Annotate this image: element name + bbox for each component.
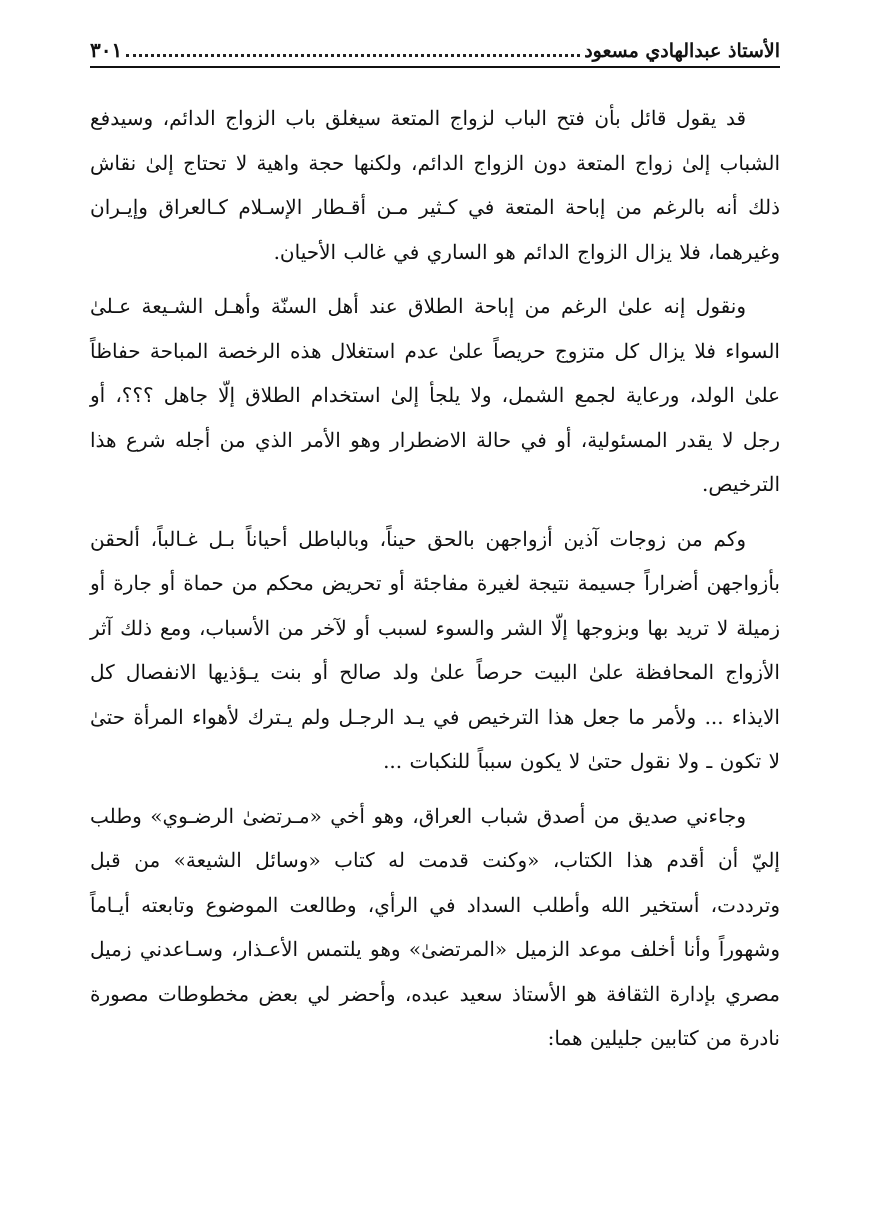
body-text bbox=[90, 96, 780, 1061]
paragraph: وكم من زوجات آذين أزواجهن بالحق حيناً، وبالباطل أحياناً بـل غـالباً، ألحقن بأزواجهن أضراراً جسيمة نتيجة لغيرة مفاجئة أو تحريض محكم من حماة أو جارة أو زميلة لا تريد بها وبزوجها إلّا الشر والسوء لسبب أو لآخر من الأسباب، ومع ذلك آثر الأزواج المحافظة علىٰ البيت حرصاً علىٰ ولد صالح أو بنت يـؤذيها الانفصال كل الايذاء ... ولأمر ما جعل هذا الترخيص في يـد الرجـل ولم يـترك لأهواء المرأة حتىٰ لا تكون ـ ولا نقول حتىٰ لا يكون سبباً للنكبات ... bbox=[90, 526, 780, 773]
paragraph: قد يقول قائل بأن فتح الباب لزواج المتعة سيغلق باب الزواج الدائم، وسيدفع الشباب إلىٰ زواج المتعة دون الزواج الدائم، ولكنها حجة واهية لا تحتاج إلىٰ نقاش ذلك أنه بالرغم من إباحة المتعة في كـثير مـن أقـطار الإسـلام كـالعراق وإيـران وغيرهما، فلا يزال الزواج الدائم هو الساري في غالب الأحيان. bbox=[90, 106, 780, 264]
paragraph: وجاءني صديق من أصدق شباب العراق، وهو أخي «مـرتضىٰ الرضـوي» وطلب إليّ أن أقدم هذا الكتاب، «وكنت قدمت له كتاب «وسائل الشيعة» من قبل وترددت، أستخير الله وأطلب السداد في الرأي، وطالعت الموضوع وتابعته أيـاماً وشهوراً وأنا أخلف موعد الزميل «المرتضىٰ» وهو يلتمس الأعـذار، وسـاعدني زميل مصري بإدارة الثقافة هو الأستاذ سعيد عبده، وأحضر لي بعض مخطوطات مصورة نادرة من كتابين جليلين هما: bbox=[90, 803, 780, 1050]
leader-dots bbox=[126, 53, 580, 57]
running-title: الأستاذ عبدالهادي مسعود bbox=[584, 40, 780, 62]
header-rule bbox=[90, 66, 780, 68]
page-number: ٣٠١ bbox=[90, 38, 123, 62]
running-header bbox=[90, 28, 780, 62]
book-page bbox=[90, 28, 780, 1071]
paragraph: ونقول إنه علىٰ الرغم من إباحة الطلاق عند أهل السنّة وأهـل الشـيعة عـلىٰ السواء فلا يزال كل متزوج حريصاً علىٰ عدم استغلال هذه الرخصة المباحة حفاظاً علىٰ الولد، ورعاية لجمع الشمل، ولا يلجأ إلىٰ استخدام الطلاق إلّا جاهل ؟؟؟، أو رجل لا يقدر المسئولية، أو في حالة الاضطرار وهو الأمر الذي من أجله شرع هذا الترخيص. bbox=[90, 294, 780, 496]
